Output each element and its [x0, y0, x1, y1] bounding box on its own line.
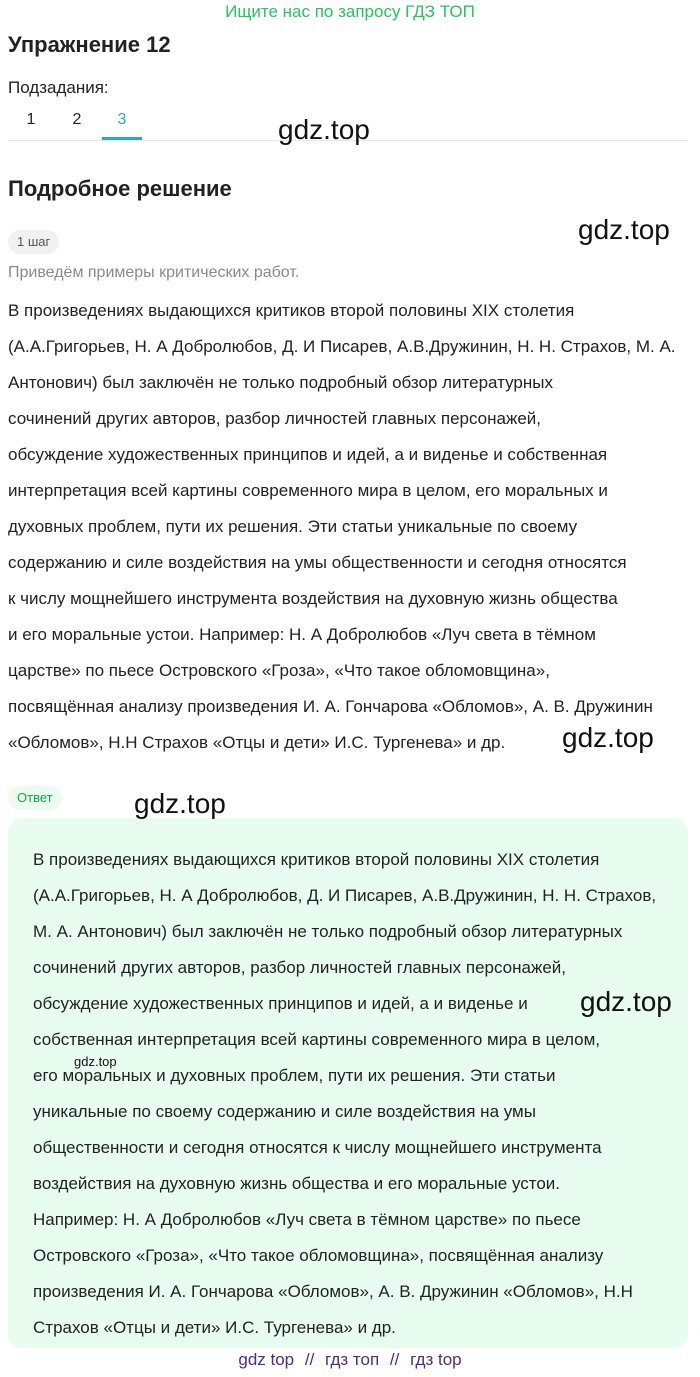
- answer-line: воздействия на духовную жизнь общества и его моральные устои.: [33, 1174, 561, 1193]
- solution-line: интерпретация всей картины современного мира в целом, его моральных и: [8, 481, 608, 500]
- tab-subtask-2[interactable]: 2: [72, 111, 82, 128]
- solution-line: Антонович) был заключён не только подробный обзор литературных: [8, 373, 553, 392]
- top-banner[interactable]: Ищите нас по запросу ГДЗ ТОП: [225, 2, 475, 21]
- answer-line: М. А. Антонович) был заключён не только подробный обзор литературных: [33, 922, 623, 941]
- answer-line: собственная интерпретация всей картины современного мира в целом,: [33, 1030, 601, 1049]
- solution-line: (А.А.Григорьев, Н. А Добролюбов, Д. И Писарев, А.В.Дружинин, Н. Н. Страхов, М. А.: [8, 337, 676, 356]
- watermark: gdz.top: [278, 114, 370, 145]
- answer-line: уникальные по своему содержанию и силе воздействия на умы: [33, 1102, 536, 1121]
- answer-line: Страхов «Отцы и дети» И.С. Тургенева» и др.: [33, 1318, 396, 1337]
- solution-line: сочинений других авторов, разбор личностей главных персонажей,: [8, 409, 542, 428]
- solution-text: [8, 293, 688, 761]
- solution-line: к числу мощнейшего инструмента воздействия на духовную жизнь общества: [8, 589, 618, 608]
- answer-box: [8, 818, 688, 1348]
- answer-line: сочинений других авторов, разбор личностей главных персонажей,: [33, 958, 567, 977]
- answer-line: (А.А.Григорьев, Н. А Добролюбов, Д. И Писарев, А.В.Дружинин, Н. Н. Страхов,: [33, 886, 657, 905]
- watermark: gdz.top: [578, 214, 670, 245]
- tab-subtask-3[interactable]: 3: [102, 104, 142, 140]
- answer-line: Например: Н. А Добролюбов «Луч света в тёмном царстве» по пьесе: [33, 1210, 581, 1229]
- solution-line: содержанию и силе воздействия на умы общественности и сегодня относятся: [8, 553, 627, 572]
- solution-line: «Обломов», Н.Н Страхов «Отцы и дети» И.С. Тургенева» и др.: [8, 733, 506, 752]
- solution-line: царстве» по пьесе Островского «Гроза», «Что такое обломовщина»,: [8, 661, 550, 680]
- footer-links: [0, 1350, 700, 1370]
- solution-line: обсуждение художественных принципов и идей, а и виденье и собственная: [8, 445, 608, 464]
- footer-separator: //: [389, 1350, 400, 1369]
- watermark: gdz.top: [562, 722, 654, 753]
- solution-hint: Приведём примеры критических работ.: [8, 264, 300, 281]
- solution-title: Подробное решение: [8, 176, 232, 201]
- answer-line: Островского «Гроза», «Что такое обломовщина», посвящённая анализу: [33, 1246, 604, 1265]
- solution-line: В произведениях выдающихся критиков второй половины XIX столетия: [8, 301, 575, 320]
- answer-text: [33, 842, 662, 1346]
- answer-badge: Ответ: [8, 786, 62, 810]
- footer-separator: //: [304, 1350, 315, 1369]
- subtasks-label: Подзадания:: [8, 78, 109, 97]
- footer-link[interactable]: гдз топ: [325, 1350, 380, 1369]
- answer-line: В произведениях выдающихся критиков второй половины XIX столетия: [33, 850, 600, 869]
- footer-link[interactable]: gdz top: [238, 1350, 295, 1369]
- footer-link[interactable]: гдз top: [410, 1350, 462, 1369]
- answer-line: его моральных и духовных проблем, пути их решения. Эти статьи: [33, 1066, 556, 1085]
- answer-line: произведения И. А. Гончарова «Обломов», А. В. Дружинин «Обломов», Н.Н: [33, 1282, 633, 1301]
- solution-line: и его моральные устои. Например: Н. А Добролюбов «Луч света в тёмном: [8, 625, 596, 644]
- answer-line: обсуждение художественных принципов и идей, а и виденье и: [33, 994, 528, 1013]
- page-title: Упражнение 12: [8, 32, 171, 57]
- answer-line: общественности и сегодня относятся к числу мощнейшего инструмента: [33, 1138, 602, 1157]
- watermark: gdz.top: [580, 986, 672, 1017]
- tab-subtask-1[interactable]: 1: [26, 111, 36, 128]
- watermark-small: gdz.top: [74, 1054, 117, 1069]
- step-badge: 1 шаг: [8, 230, 59, 254]
- watermark: gdz.top: [134, 788, 226, 819]
- solution-line: духовных проблем, пути их решения. Эти статьи уникальные по своему: [8, 517, 578, 536]
- solution-line: посвящённая анализу произведения И. А. Гончарова «Обломов», А. В. Дружинин: [8, 697, 653, 716]
